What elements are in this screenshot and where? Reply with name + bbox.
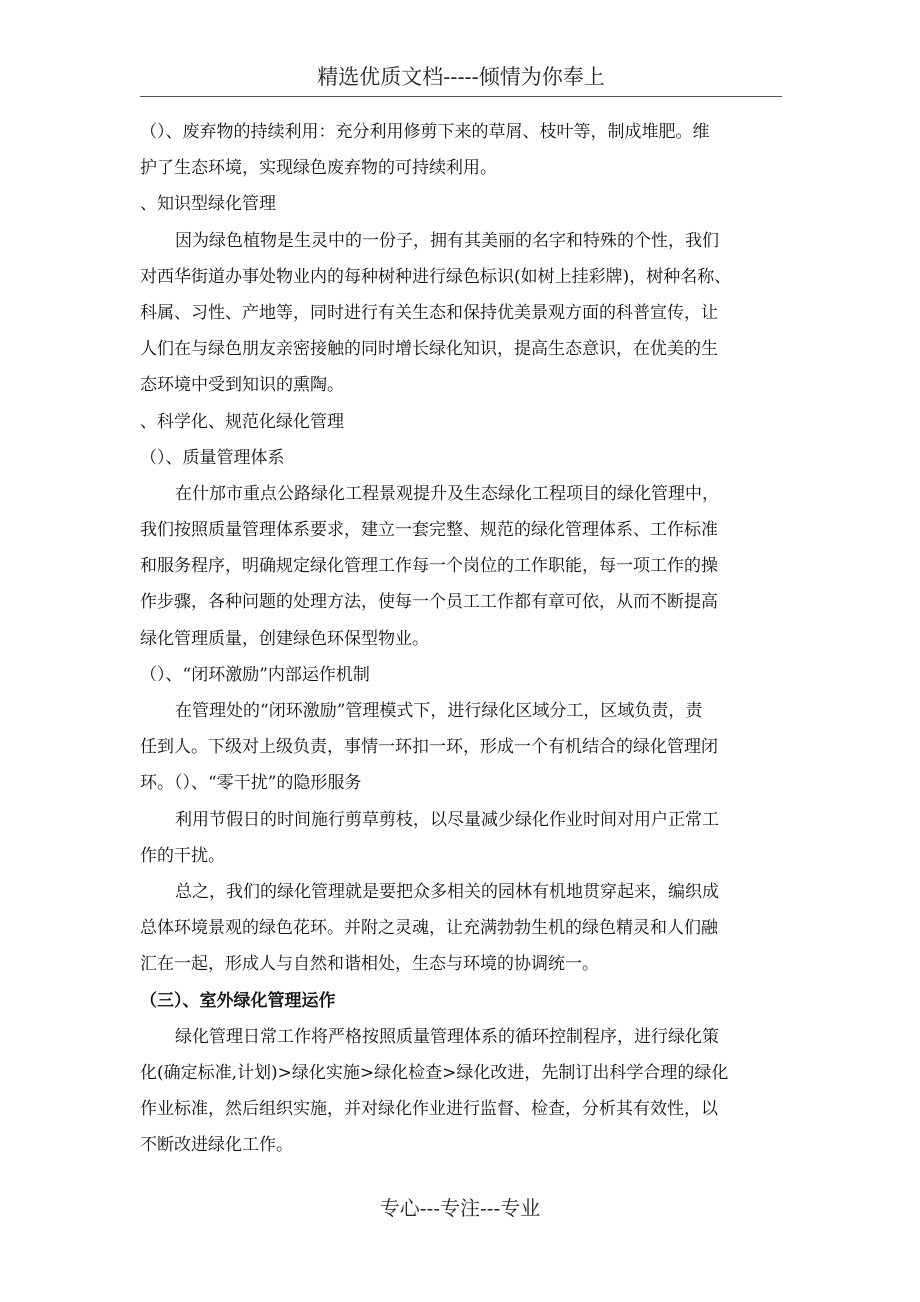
paragraph-line: （）、废弃物的持续利用：充分利用修剪下来的草屑、枝叶等，制成堆肥。维 (140, 122, 710, 142)
paragraph-line: 在管理处的“闭环激励”管理模式下，进行绿化区域分工，区域负责，责 (175, 701, 703, 721)
paragraph-line: 利用节假日的时间施行剪草剪枝，以尽量减少绿化作业时间对用户正常工 (175, 809, 719, 830)
paragraph-line: 和服务程序，明确规定绿化管理工作每一个岗位的工作职能，每一项工作的操 (140, 556, 718, 577)
paragraph-line: 人们在与绿色朋友亲密接触的同时增长绿化知识，提高生态意识，在优美的生 (140, 339, 718, 360)
paragraph-line: 作业标准，然后组织实施，并对绿化作业进行监督、检查，分析其有效性，以 (140, 1099, 718, 1120)
paragraph-line: 科属、习性、产地等，同时进行有关生态和保持优美景观方面的科普宣传，让 (140, 302, 718, 323)
document-body (140, 114, 785, 1163)
subsection-heading: （）、质量管理体系 (140, 447, 285, 468)
paragraph-line: 环。（）、“零干扰”的隐形服务 (140, 773, 362, 794)
paragraph-line: 汇在一起，形成人与自然和谐相处，生态与环境的协调统一。 (140, 954, 599, 975)
paragraph-line: 绿化管理质量，创建绿色环保型物业。 (140, 628, 429, 649)
page-header (140, 62, 782, 97)
paragraph-line: 总体环境景观的绿色花环。并附之灵魂，让充满勃勃生机的绿色精灵和人们融 (140, 918, 718, 939)
paragraph-line: 总之，我们的绿化管理就是要把众多相关的园林有机地贯穿起来，编织成 (175, 881, 719, 902)
paragraph-line: 因为绿色植物是生灵中的一份子，拥有其美丽的名字和特殊的个性，我们 (175, 230, 719, 251)
paragraph-line: 对西华街道办事处物业内的每种树种进行绿色标识(如树上挂彩牌)，树种名称、 (140, 266, 732, 287)
paragraph-line: 任到人。下级对上级负责，事情一环扣一环，形成一个有机结合的绿化管理闭 (140, 737, 718, 758)
section-heading-bold: （三）、室外绿化管理运作 (140, 990, 336, 1011)
paragraph-line: 我们按照质量管理体系要求，建立一套完整、规范的绿化管理体系、工作标准 (140, 520, 718, 541)
paragraph-line: 不断改进绿化工作。 (140, 1135, 293, 1156)
paragraph-line: 化(确定标准,计划)>绿化实施>绿化检查>绿化改进，先制订出科学合理的绿化 (140, 1062, 729, 1083)
page-footer (0, 1192, 920, 1221)
section-heading: 、科学化、规范化绿化管理 (140, 411, 344, 432)
section-heading: 、知识型绿化管理 (140, 194, 276, 215)
footer-text: 专心---专注---专业 (379, 1196, 541, 1220)
paragraph-line: 作步骤，各种问题的处理方法，使每一个员工工作都有章可依，从而不断提高 (140, 592, 718, 613)
header-title: 精选优质文档-----倾情为你奉上 (317, 65, 605, 89)
paragraph-line: 护了生态环境，实现绿色废弃物的可持续利用。 (140, 158, 497, 179)
paragraph-line: 态环境中受到知识的熏陶。 (140, 375, 344, 396)
subsection-heading: （）、“闭环激励”内部运作机制 (140, 664, 370, 685)
paragraph-line: 在什邡市重点公路绿化工程景观提升及生态绿化工程项目的绿化管理中， (175, 483, 719, 504)
paragraph-line: 作的干扰。 (140, 845, 225, 866)
paragraph-line: 绿化管理日常工作将严格按照质量管理体系的循环控制程序，进行绿化策 (175, 1026, 719, 1047)
